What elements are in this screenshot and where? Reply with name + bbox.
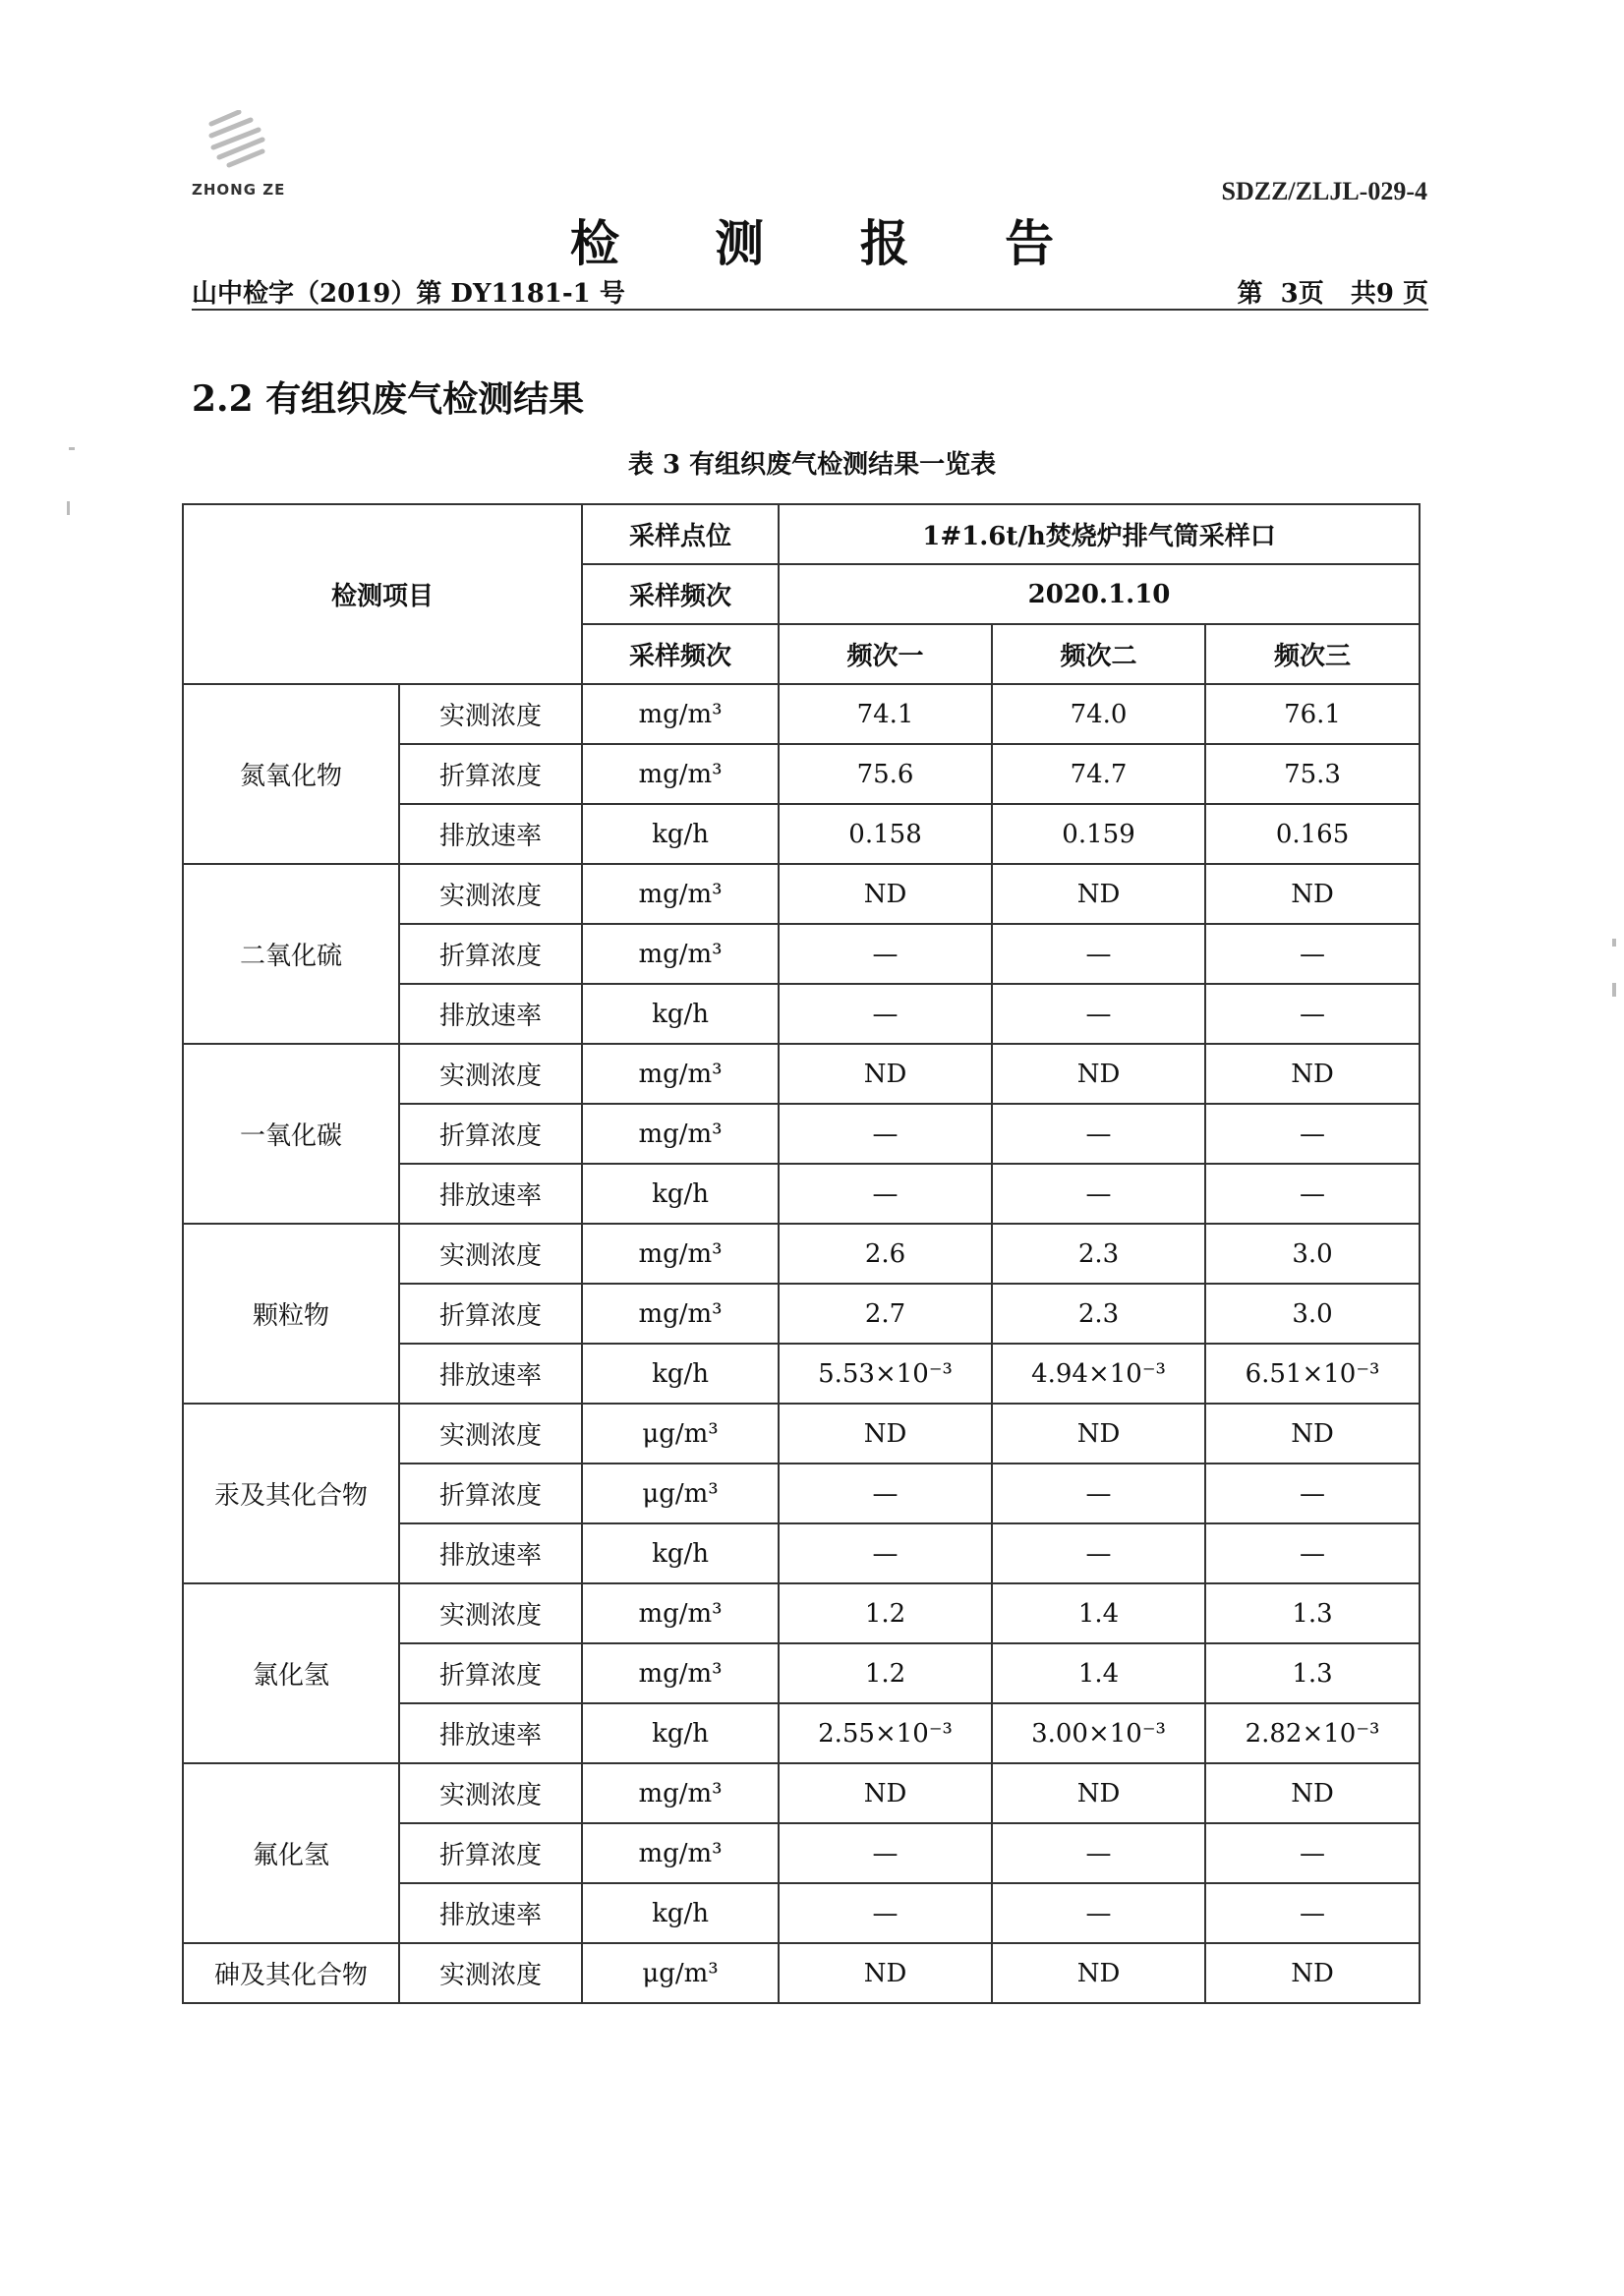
value-cell: — xyxy=(779,1464,992,1523)
pollutant-name-cell: 氯化氢 xyxy=(183,1583,399,1763)
value-cell: ND xyxy=(779,864,992,924)
unit-cell: mg/m³ xyxy=(582,864,779,924)
metric-cell: 实测浓度 xyxy=(399,1583,582,1643)
table-row xyxy=(183,1044,1420,1104)
value-cell: 4.94×10⁻³ xyxy=(992,1344,1205,1404)
value-cell: 3.0 xyxy=(1205,1284,1420,1344)
value-cell: ND xyxy=(992,1763,1205,1823)
pollutant-name-cell: 二氧化硫 xyxy=(183,864,399,1044)
table-row xyxy=(183,684,1420,744)
value-cell: 0.159 xyxy=(992,804,1205,864)
value-cell: ND xyxy=(992,1943,1205,2003)
metric-cell: 实测浓度 xyxy=(399,1224,582,1284)
value-cell: 76.1 xyxy=(1205,684,1420,744)
value-cell: — xyxy=(992,1164,1205,1224)
metric-cell: 排放速率 xyxy=(399,1703,582,1763)
report-title: 检 测 报 告 xyxy=(569,214,1094,272)
value-cell: ND xyxy=(779,1763,992,1823)
value-cell: 74.1 xyxy=(779,684,992,744)
unit-cell: mg/m³ xyxy=(582,1224,779,1284)
unit-cell: μg/m³ xyxy=(582,1404,779,1464)
value-cell: 1.2 xyxy=(779,1643,992,1703)
metric-cell: 排放速率 xyxy=(399,1344,582,1404)
value-cell: — xyxy=(1205,1104,1420,1164)
unit-cell: mg/m³ xyxy=(582,1583,779,1643)
scan-mark xyxy=(1612,939,1616,947)
company-logo xyxy=(192,110,286,199)
value-cell: — xyxy=(992,1823,1205,1883)
value-cell: — xyxy=(992,1104,1205,1164)
value-cell: — xyxy=(1205,1464,1420,1523)
unit-cell: kg/h xyxy=(582,1523,779,1583)
metric-cell: 实测浓度 xyxy=(399,1404,582,1464)
value-cell: — xyxy=(992,1464,1205,1523)
results-table xyxy=(182,503,1421,2004)
unit-cell: μg/m³ xyxy=(582,1464,779,1523)
value-cell: — xyxy=(992,984,1205,1044)
metric-cell: 折算浓度 xyxy=(399,1464,582,1523)
value-cell: 2.3 xyxy=(992,1224,1205,1284)
metric-cell: 实测浓度 xyxy=(399,684,582,744)
report-number: 山中检字（2019）第 DY1181-1 号 xyxy=(192,279,625,309)
table-row xyxy=(183,1404,1420,1464)
unit-cell: kg/h xyxy=(582,1703,779,1763)
value-cell: 2.3 xyxy=(992,1284,1205,1344)
metric-cell: 实测浓度 xyxy=(399,1763,582,1823)
table-caption: 表 3 有组织废气检测结果一览表 xyxy=(627,450,997,480)
unit-cell: kg/h xyxy=(582,1344,779,1404)
unit-cell: mg/m³ xyxy=(582,1823,779,1883)
value-cell: — xyxy=(779,984,992,1044)
metric-cell: 排放速率 xyxy=(399,984,582,1044)
unit-cell: kg/h xyxy=(582,1164,779,1224)
section-heading: 2.2 有组织废气检测结果 xyxy=(192,378,585,420)
logo-text: ZHONG ZE xyxy=(192,181,286,199)
metric-cell: 折算浓度 xyxy=(399,924,582,984)
value-cell: — xyxy=(1205,924,1420,984)
value-cell: 0.158 xyxy=(779,804,992,864)
freq-label-cell: 采样频次 xyxy=(582,624,779,684)
value-cell: 1.4 xyxy=(992,1643,1205,1703)
freq-cell: 频次二 xyxy=(992,624,1205,684)
unit-cell: kg/h xyxy=(582,804,779,864)
table-row xyxy=(183,1943,1420,2003)
value-cell: 75.6 xyxy=(779,744,992,804)
point-value-cell: 1#1.6t/h焚烧炉排气筒采样口 xyxy=(779,504,1420,564)
metric-cell: 折算浓度 xyxy=(399,1104,582,1164)
value-cell: 3.0 xyxy=(1205,1224,1420,1284)
value-cell: ND xyxy=(992,1404,1205,1464)
unit-cell: mg/m³ xyxy=(582,744,779,804)
value-cell: — xyxy=(1205,1164,1420,1224)
value-cell: — xyxy=(1205,1883,1420,1943)
value-cell: ND xyxy=(1205,1943,1420,2003)
metric-cell: 折算浓度 xyxy=(399,1284,582,1344)
value-cell: — xyxy=(1205,1523,1420,1583)
value-cell: ND xyxy=(1205,1044,1420,1104)
unit-cell: mg/m³ xyxy=(582,1104,779,1164)
unit-cell: μg/m³ xyxy=(582,1943,779,2003)
unit-cell: mg/m³ xyxy=(582,924,779,984)
date-label-cell: 采样频次 xyxy=(582,564,779,624)
table-header-row xyxy=(183,504,1420,564)
freq-cell: 频次三 xyxy=(1205,624,1420,684)
value-cell: 1.4 xyxy=(992,1583,1205,1643)
value-cell: 1.3 xyxy=(1205,1583,1420,1643)
header-divider xyxy=(192,309,1428,311)
scan-mark xyxy=(67,501,70,515)
pollutant-name-cell: 颗粒物 xyxy=(183,1224,399,1404)
unit-cell: mg/m³ xyxy=(582,1044,779,1104)
value-cell: ND xyxy=(1205,1404,1420,1464)
document-code: SDZZ/ZLJL-029-4 xyxy=(1221,177,1427,205)
metric-cell: 排放速率 xyxy=(399,1164,582,1224)
value-cell: 75.3 xyxy=(1205,744,1420,804)
value-cell: ND xyxy=(992,1044,1205,1104)
table-row xyxy=(183,1224,1420,1284)
table-row xyxy=(183,1583,1420,1643)
metric-cell: 排放速率 xyxy=(399,1883,582,1943)
value-cell: 1.3 xyxy=(1205,1643,1420,1703)
metric-cell: 实测浓度 xyxy=(399,1044,582,1104)
logo-mark-icon xyxy=(202,110,270,171)
point-label-cell: 采样点位 xyxy=(582,504,779,564)
value-cell: ND xyxy=(1205,1763,1420,1823)
metric-cell: 实测浓度 xyxy=(399,1943,582,2003)
unit-cell: kg/h xyxy=(582,984,779,1044)
item-header-cell: 检测项目 xyxy=(183,504,582,684)
value-cell: — xyxy=(779,1164,992,1224)
value-cell: — xyxy=(992,1883,1205,1943)
unit-cell: mg/m³ xyxy=(582,1284,779,1344)
value-cell: — xyxy=(779,1823,992,1883)
value-cell: — xyxy=(1205,984,1420,1044)
unit-cell: mg/m³ xyxy=(582,1643,779,1703)
value-cell: — xyxy=(992,1523,1205,1583)
value-cell: ND xyxy=(779,1044,992,1104)
value-cell: 3.00×10⁻³ xyxy=(992,1703,1205,1763)
unit-cell: kg/h xyxy=(582,1883,779,1943)
scan-mark xyxy=(1612,983,1616,997)
pollutant-name-cell: 一氧化碳 xyxy=(183,1044,399,1224)
value-cell: ND xyxy=(1205,864,1420,924)
value-cell: 2.7 xyxy=(779,1284,992,1344)
metric-cell: 折算浓度 xyxy=(399,1823,582,1883)
metric-cell: 折算浓度 xyxy=(399,1643,582,1703)
value-cell: — xyxy=(779,1523,992,1583)
value-cell: 74.7 xyxy=(992,744,1205,804)
value-cell: — xyxy=(779,924,992,984)
value-cell: 6.51×10⁻³ xyxy=(1205,1344,1420,1404)
unit-cell: mg/m³ xyxy=(582,1763,779,1823)
pollutant-name-cell: 汞及其化合物 xyxy=(183,1404,399,1583)
results-table-body xyxy=(183,504,1420,2003)
metric-cell: 排放速率 xyxy=(399,1523,582,1583)
value-cell: ND xyxy=(779,1943,992,2003)
unit-cell: mg/m³ xyxy=(582,684,779,744)
table-row xyxy=(183,864,1420,924)
metric-cell: 折算浓度 xyxy=(399,744,582,804)
metric-cell: 实测浓度 xyxy=(399,864,582,924)
value-cell: 2.55×10⁻³ xyxy=(779,1703,992,1763)
value-cell: 1.2 xyxy=(779,1583,992,1643)
table-row xyxy=(183,1763,1420,1823)
value-cell: — xyxy=(992,924,1205,984)
value-cell: 0.165 xyxy=(1205,804,1420,864)
value-cell: — xyxy=(1205,1823,1420,1883)
page-info: 第 3页 共9 页 xyxy=(1237,279,1428,309)
date-value-cell: 2020.1.10 xyxy=(779,564,1420,624)
value-cell: ND xyxy=(992,864,1205,924)
value-cell: 5.53×10⁻³ xyxy=(779,1344,992,1404)
report-header-line xyxy=(192,273,1428,310)
freq-cell: 频次一 xyxy=(779,624,992,684)
pollutant-name-cell: 氟化氢 xyxy=(183,1763,399,1943)
metric-cell: 排放速率 xyxy=(399,804,582,864)
value-cell: 74.0 xyxy=(992,684,1205,744)
value-cell: ND xyxy=(779,1404,992,1464)
scan-mark xyxy=(69,447,75,450)
value-cell: 2.82×10⁻³ xyxy=(1205,1703,1420,1763)
value-cell: 2.6 xyxy=(779,1224,992,1284)
pollutant-name-cell: 砷及其化合物 xyxy=(183,1943,399,2003)
value-cell: — xyxy=(779,1104,992,1164)
value-cell: — xyxy=(779,1883,992,1943)
pollutant-name-cell: 氮氧化物 xyxy=(183,684,399,864)
